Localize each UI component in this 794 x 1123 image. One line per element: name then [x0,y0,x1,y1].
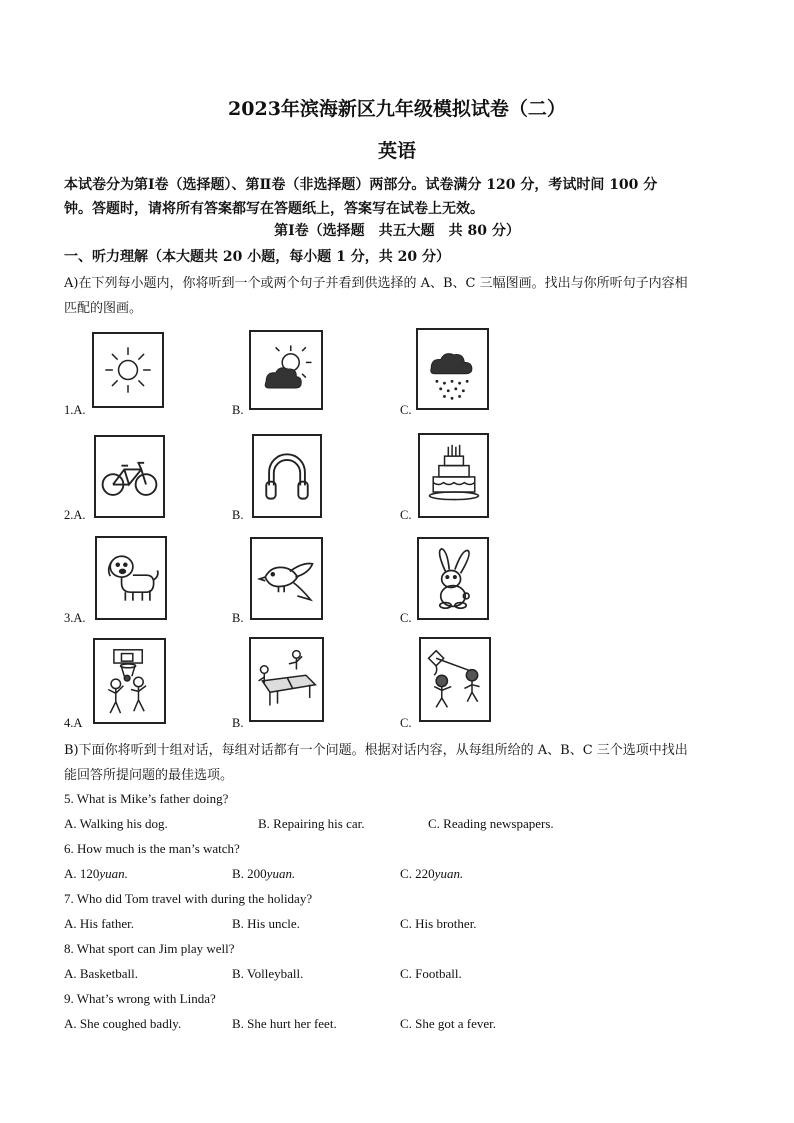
bicycle-icon [94,435,165,518]
question-6: 6. How much is the man’s watch? [64,841,240,856]
q7-option-b: B. His uncle. [232,916,300,931]
bird-icon [250,537,323,620]
birthday-cake-icon [418,433,489,518]
rabbit-icon [417,537,489,620]
table-tennis-icon [249,637,324,722]
headphones-icon [252,434,322,518]
q8-option-b: B. Volleyball. [232,966,304,981]
sun-icon [92,332,164,408]
question-7: 7. Who did Tom travel with during the holiday? [64,891,313,906]
question-8: 8. What sport can Jim play well? [64,941,235,956]
section1-heading: 一、听力理解（本大题共 20 小题，每小题 1 分，共 20 分） [64,249,450,265]
sun-cloud-icon [249,330,323,410]
q1-c-label: C. [400,403,412,417]
q3-b-label: B. [232,611,244,625]
q3-label: 3.A. [64,611,86,625]
partA-instruction-2: 匹配的图画。 [64,301,143,316]
q3-c-label: C. [400,611,412,625]
q7-option-c: C. His brother. [400,916,477,931]
q6-option-b: B. 200yuan. [232,866,296,881]
q5-option-b: B. Repairing his car. [258,816,365,831]
q1-label: 1.A. [64,403,86,417]
q2-label: 2.A. [64,508,86,522]
q5-option-c: C. Reading newspapers. [428,816,554,831]
question-5: 5. What is Mike’s father doing? [64,791,229,806]
intro-line-2: 钟。答题时，请将所有答案都写在答题纸上，答案写在试卷上无效。 [64,201,484,217]
q1-b-label: B. [232,403,244,417]
q8-option-c: C. Football. [400,966,462,981]
snow-cloud-icon [416,328,489,410]
q8-option-a: A. Basketball. [64,966,139,981]
subject-title: 英语 [377,140,416,162]
partB-instruction-2: 能回答所提问题的最佳选项。 [64,768,234,783]
kite-children-icon [419,637,491,722]
partB-instruction-1: B)下面你将听到十组对话，每组对话都有一个问题。根据对话内容，从每组所给的 A、B、C 三个选项中找出 [64,743,688,758]
q4-b-label: B. [232,716,244,730]
q2-b-label: B. [232,508,244,522]
q9-option-b: B. She hurt her feet. [232,1016,337,1031]
q5-option-a: A. Walking his dog. [64,816,168,831]
part1-heading: 第Ⅰ卷（选择题 共五大题 共 80 分） [274,223,520,239]
q9-option-c: C. She got a fever. [400,1016,497,1031]
exam-title: 2023年滨海新区九年级模拟试卷（二） [228,98,566,120]
q2-c-label: C. [400,508,412,522]
q4-c-label: C. [400,716,412,730]
dog-icon [95,536,167,620]
partA-instruction-1: A)在下列每小题内，你将听到一个或两个句子并看到供选择的 A、B、C 三幅图画。找出与你所听句子内容相 [64,276,688,291]
intro-line-1: 本试卷分为第Ⅰ卷（选择题）、第Ⅱ卷（非选择题）两部分。试卷满分 120 分，考试时间 100 分 [64,177,658,193]
q9-option-a: A. She coughed badly. [64,1016,182,1031]
basketball-players-icon [93,638,166,724]
question-9: 9. What’s wrong with Linda? [64,991,216,1006]
q7-option-a: A. His father. [64,916,135,931]
q6-option-a: A. 120yuan. [64,866,128,881]
q4-label: 4.A [64,716,83,730]
q6-option-c: C. 220yuan. [400,866,464,881]
